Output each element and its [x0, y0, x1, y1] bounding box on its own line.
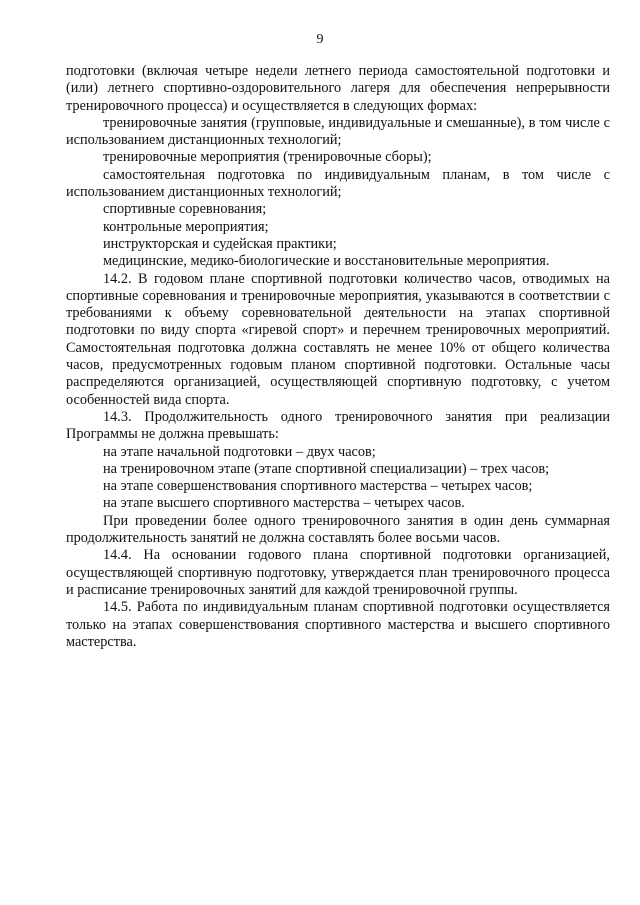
- list-item-improvement-stage: на этапе совершенствования спортивного мастерства – четырех часов;: [103, 478, 533, 495]
- paragraph-14-5: 14.5. Работа по индивидуальным планам спортивной подготовки осуществляется только на этапах совершенствования спортивного мастерства и высшего спортивного мастерства.: [66, 599, 610, 650]
- paragraph-daily-limit: При проведении более одного тренировочного занятия в один день суммарная продолжительность занятий не должна составлять более восьми часов.: [66, 512, 610, 547]
- paragraph-14-3: 14.3. Продолжительность одного тренировочного занятия при реализации Программы не должна превышать:: [66, 408, 610, 443]
- list-item-training-stage: на тренировочном этапе (этапе спортивной специализации) – трех часов;: [103, 460, 550, 477]
- paragraph-intro: подготовки (включая четыре недели летнего периода самостоятельной подготовки и (или) летнего спортивно-оздоровительного лагеря для обеспечения непрерывности тренировочного процесса) и осуществляется в следующих формах:: [66, 63, 610, 114]
- page-number: 9: [316, 32, 324, 47]
- list-item-training-sessions: тренировочные занятия (групповые, индивидуальные и смешанные), в том числе с использованием дистанционных технологий;: [66, 114, 610, 149]
- list-item-training-events: тренировочные мероприятия (тренировочные сборы);: [103, 149, 432, 166]
- paragraph-14-2: 14.2. В годовом плане спортивной подготовки количество часов, отводимых на спортивные соревнования и тренировочные мероприятия, указываются в соответствии с требованиями к объему соревновательной деятельности на этапах спортивной подготовки по виду спорта «гиревой спорт» и перечнем тренировочных мероприятий. Самостоятельная подготовка должна составлять не менее 10% от общего количества часов, предусмотренных годовым планом спортивной подготовки. Остальные часы распределяются организацией, осуществляющей спортивную подготовку, с учетом особенностей вида спорта.: [66, 270, 610, 408]
- list-item-medical-events: медицинские, медико-биологические и восстановительные мероприятия.: [103, 253, 550, 270]
- list-item-highest-stage: на этапе высшего спортивного мастерства – четырех часов.: [103, 495, 465, 512]
- list-item-initial-stage: на этапе начальной подготовки – двух часов;: [103, 443, 376, 460]
- document-body: [66, 63, 610, 651]
- list-item-self-training: самостоятельная подготовка по индивидуальным планам, в том числе с использованием дистанционных технологий;: [66, 166, 610, 201]
- list-item-control-events: контрольные мероприятия;: [103, 218, 269, 235]
- list-item-instructor-practice: инструкторская и судейская практики;: [103, 235, 337, 252]
- paragraph-14-4: 14.4. На основании годового плана спортивной подготовки организацией, осуществляющей спортивную подготовку, утверждается план тренировочного процесса и расписание тренировочных занятий для каждой тренировочной группы.: [66, 547, 610, 598]
- list-item-competitions: спортивные соревнования;: [103, 201, 267, 218]
